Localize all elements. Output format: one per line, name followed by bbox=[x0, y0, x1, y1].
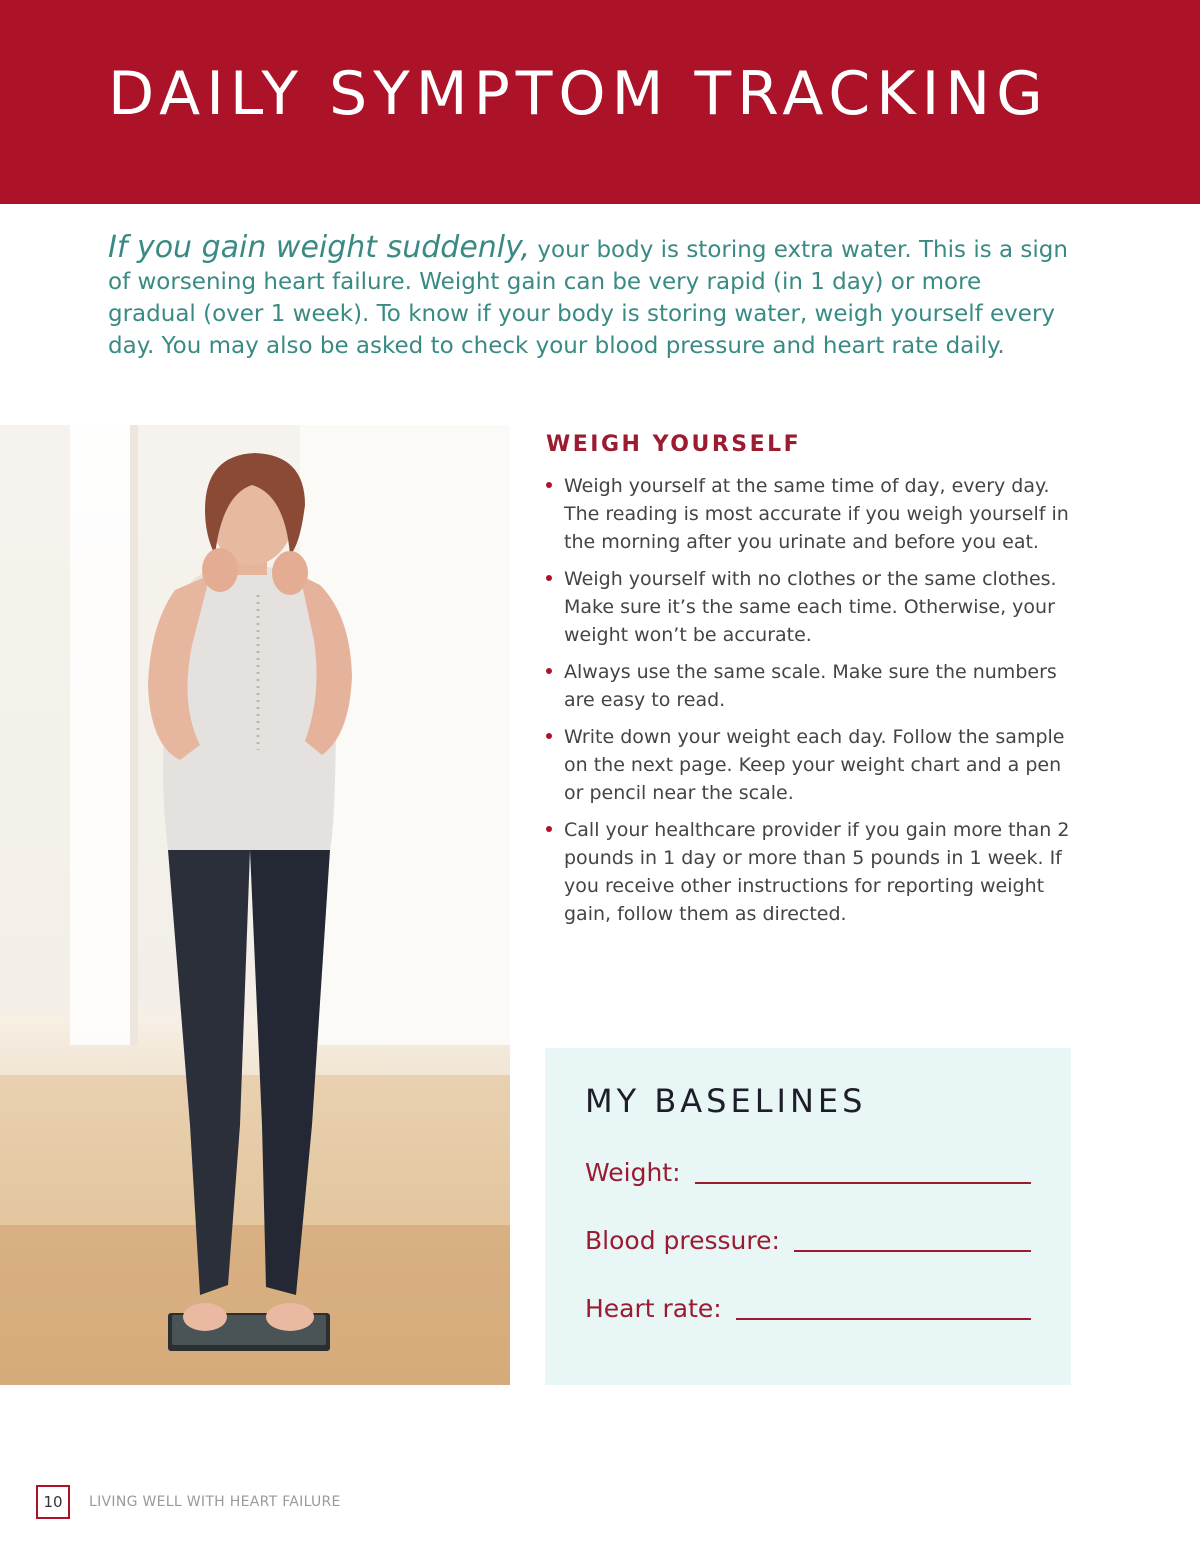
blood-pressure-label: Blood pressure: bbox=[585, 1226, 780, 1255]
weight-field[interactable] bbox=[585, 1152, 1031, 1188]
weight-blank-line[interactable] bbox=[695, 1182, 1031, 1184]
list-item-text: Call your healthcare provider if you gain more than 2 pounds in 1 day or more than 5 pounds in 1 week. If you receive other instructions for reporting weight gain, follow them as directed. bbox=[564, 819, 1070, 925]
intro-body: your body is storing extra water. This is a sign of worsening heart failure. Weight gain can be very rapid (in 1 day) or more gradual (over 1 week). To know if your body is storing water, weigh yourself every day. You may also be asked to check your blood pressure and heart rate daily. bbox=[108, 237, 1068, 359]
baselines-title: MY BASELINES bbox=[585, 1082, 867, 1120]
list-item bbox=[546, 658, 1076, 714]
bullet-icon bbox=[546, 482, 552, 488]
woman-on-scale-photo bbox=[0, 425, 510, 1385]
bullet-icon bbox=[546, 733, 552, 739]
weigh-yourself-list bbox=[546, 472, 1076, 937]
photo-illustration bbox=[0, 425, 510, 1385]
blood-pressure-blank-line[interactable] bbox=[794, 1250, 1031, 1252]
weight-label: Weight: bbox=[585, 1158, 681, 1187]
weigh-yourself-heading: WEIGH YOURSELF bbox=[546, 432, 802, 457]
blood-pressure-field[interactable] bbox=[585, 1220, 1031, 1256]
bullet-icon bbox=[546, 575, 552, 581]
list-item-text: Always use the same scale. Make sure the numbers are easy to read. bbox=[564, 661, 1057, 711]
bullet-icon bbox=[546, 668, 552, 674]
list-item-text: Write down your weight each day. Follow the sample on the next page. Keep your weight chart and a pen or pencil near the scale. bbox=[564, 726, 1065, 804]
heart-rate-blank-line[interactable] bbox=[736, 1318, 1031, 1320]
list-item bbox=[546, 816, 1076, 928]
header-band bbox=[0, 0, 1200, 204]
list-item bbox=[546, 723, 1076, 807]
heart-rate-label: Heart rate: bbox=[585, 1294, 722, 1323]
page-title: DAILY SYMPTOM TRACKING bbox=[108, 59, 1049, 129]
heart-rate-field[interactable] bbox=[585, 1288, 1031, 1324]
list-item bbox=[546, 472, 1076, 556]
list-item-text: Weigh yourself at the same time of day, every day. The reading is most accurate if you weigh yourself in the morning after you urinate and before you eat. bbox=[564, 475, 1069, 553]
list-item bbox=[546, 565, 1076, 649]
my-baselines-box bbox=[545, 1048, 1071, 1385]
intro-paragraph bbox=[108, 232, 1068, 362]
intro-lead: If you gain weight suddenly, bbox=[108, 230, 531, 265]
bullet-icon bbox=[546, 826, 552, 832]
page-number: 10 bbox=[36, 1485, 70, 1519]
footer-title: LIVING WELL WITH HEART FAILURE bbox=[89, 1494, 341, 1510]
list-item-text: Weigh yourself with no clothes or the same clothes. Make sure it’s the same each time. Otherwise, your weight won’t be accurate. bbox=[564, 568, 1057, 646]
